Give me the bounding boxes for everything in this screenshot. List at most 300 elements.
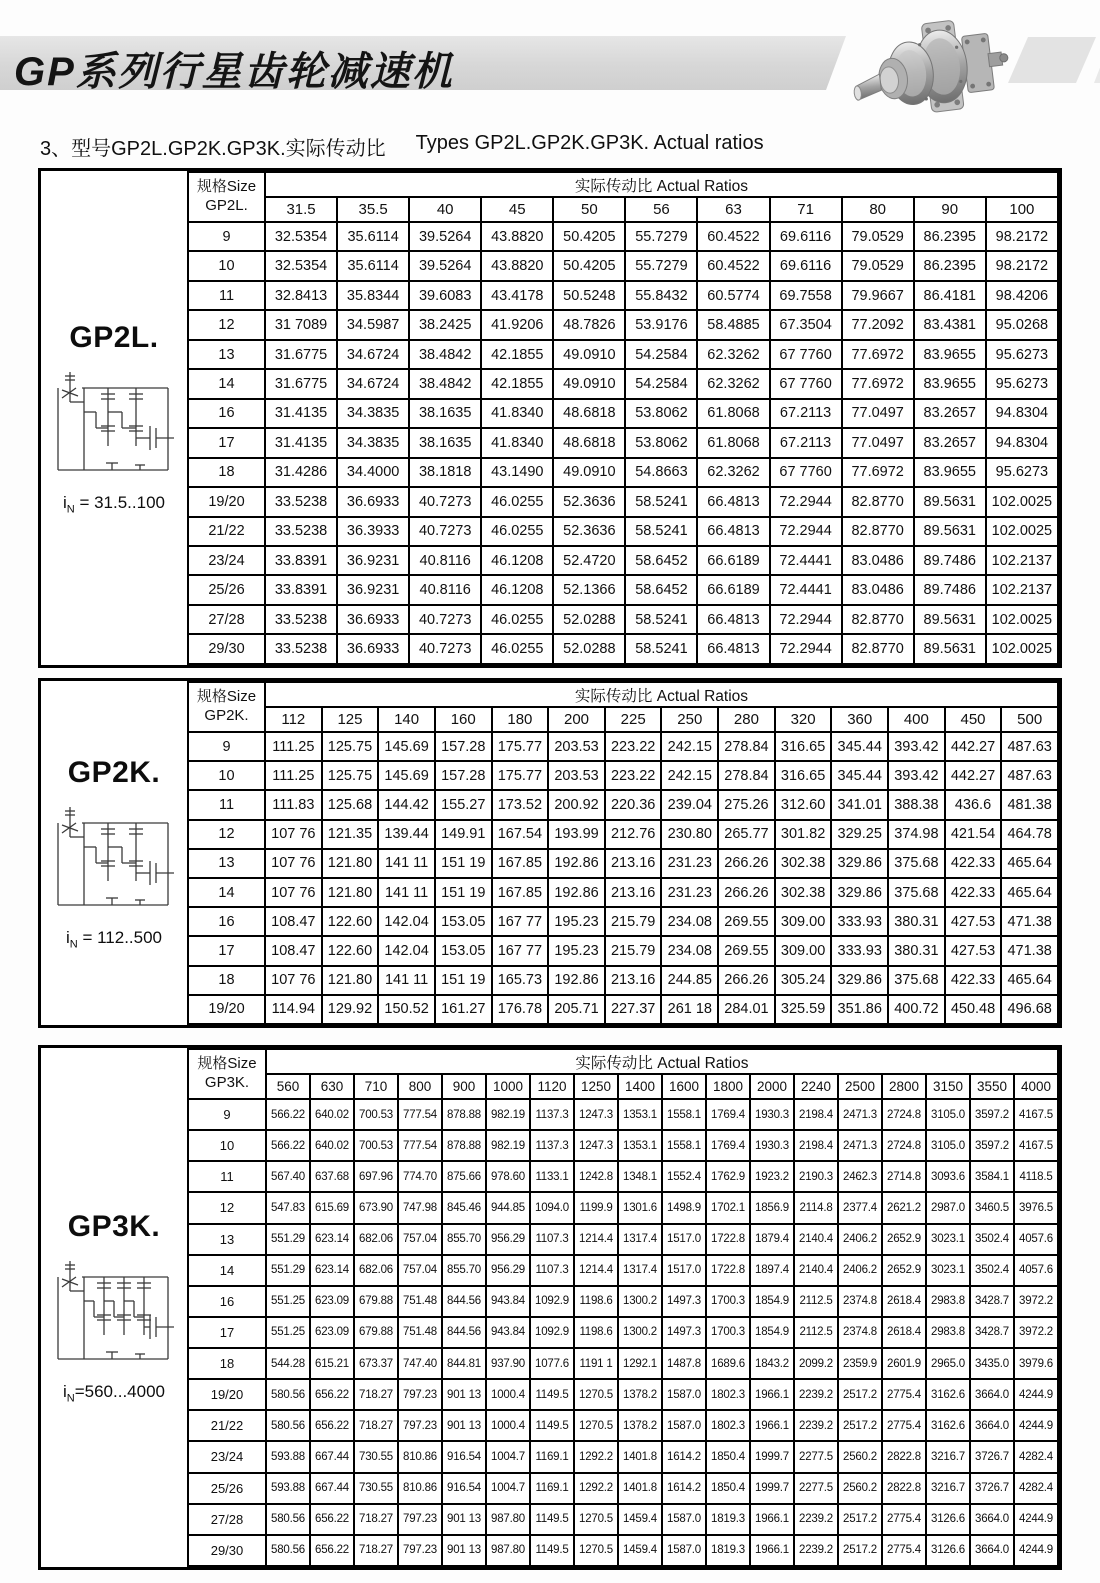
ratio-cell: 77.6972 <box>842 340 914 369</box>
ratio-cell: 751.48 <box>398 1317 442 1348</box>
ratio-cell: 2277.5 <box>794 1441 838 1472</box>
ratio-cell: 121.80 <box>322 849 379 878</box>
table-row <box>188 1504 1058 1535</box>
table-row <box>188 1379 1058 1410</box>
ratio-cell: 58.6452 <box>625 546 697 575</box>
ratio-cell: 1401.8 <box>618 1473 662 1504</box>
size-cell: 9 <box>188 732 265 761</box>
ratio-cell: 1000.4 <box>486 1379 530 1410</box>
ratio-cell: 673.37 <box>354 1348 398 1379</box>
size-cell: 13 <box>188 340 265 369</box>
ratio-column-header: 180 <box>492 707 549 732</box>
ratio-cell: 937.90 <box>486 1348 530 1379</box>
ratio-cell: 2114.8 <box>794 1192 838 1223</box>
ratio-cell: 39.6083 <box>409 281 481 310</box>
ratio-cell: 36.9231 <box>337 575 409 604</box>
ratio-cell: 36.6933 <box>337 487 409 516</box>
ratio-cell: 39.5264 <box>409 251 481 280</box>
ratio-cell: 797.23 <box>398 1410 442 1441</box>
ratio-cell: 193.99 <box>548 820 605 849</box>
ratio-cell: 155.27 <box>435 790 492 819</box>
size-cell: 23/24 <box>188 546 265 575</box>
ratio-cell: 1198.6 <box>574 1317 618 1348</box>
ratio-cell: 139.44 <box>378 820 435 849</box>
ratio-column-header: 3550 <box>970 1074 1014 1099</box>
ratio-cell: 242.15 <box>661 761 718 790</box>
ratio-cell: 67.2113 <box>770 399 842 428</box>
ratio-cell: 810.86 <box>398 1441 442 1472</box>
ratio-cell: 3105.0 <box>926 1099 970 1130</box>
ratio-cell: 916.54 <box>442 1441 486 1472</box>
ratio-cell: 150.52 <box>378 995 435 1024</box>
ratio-cell: 1401.8 <box>618 1441 662 1472</box>
table-row <box>188 575 1058 604</box>
model-label-gp2l: GP2L. <box>69 320 159 354</box>
ratio-cell: 341.01 <box>831 790 888 819</box>
ratio-cell: 34.6724 <box>337 340 409 369</box>
ratio-cell: 2775.4 <box>882 1379 926 1410</box>
ratio-cell: 3972.2 <box>1014 1317 1058 1348</box>
ratio-cell: 3216.7 <box>926 1473 970 1504</box>
ratio-cell: 83.9655 <box>914 340 986 369</box>
ratio-cell: 393.42 <box>888 761 945 790</box>
ratio-cell: 49.0910 <box>553 369 625 398</box>
ratio-column-header: 4000 <box>1014 1074 1058 1099</box>
ratio-cell: 580.56 <box>266 1379 310 1410</box>
ratio-cell: 1966.1 <box>750 1535 794 1566</box>
ratio-cell: 3162.6 <box>926 1379 970 1410</box>
ratio-cell: 89.7486 <box>914 546 986 575</box>
ratio-cell: 2983.8 <box>926 1317 970 1348</box>
ratio-cell: 94.8304 <box>986 428 1058 457</box>
ratio-cell: 195.23 <box>548 907 605 936</box>
ratio-cell: 4167.5 <box>1014 1130 1058 1161</box>
ratio-cell: 82.8770 <box>842 487 914 516</box>
ratio-cell: 31.4135 <box>265 399 337 428</box>
ratio-cell: 89.5631 <box>914 517 986 546</box>
ratio-cell: 67 7760 <box>770 340 842 369</box>
ratio-cell: 95.6273 <box>986 340 1058 369</box>
gp2l-table-block <box>38 168 1062 668</box>
ratio-cell: 141 11 <box>378 878 435 907</box>
ratio-cell: 2374.8 <box>838 1317 882 1348</box>
ratio-cell: 53.8062 <box>625 428 697 457</box>
ratio-cell: 679.88 <box>354 1317 398 1348</box>
ratio-cell: 4244.9 <box>1014 1379 1058 1410</box>
ratio-column-header: 360 <box>831 707 888 732</box>
ratio-cell: 142.04 <box>378 907 435 936</box>
ratio-cell: 471.38 <box>1001 907 1058 936</box>
ratio-cell: 2714.8 <box>882 1161 926 1192</box>
size-cell: 21/22 <box>188 1410 266 1441</box>
size-cell: 19/20 <box>188 1379 266 1410</box>
ratio-cell: 875.66 <box>442 1161 486 1192</box>
ratio-column-header: 1120 <box>530 1074 574 1099</box>
ratio-cell: 667.44 <box>310 1473 354 1504</box>
ratio-cell: 102.0025 <box>986 634 1058 664</box>
ratio-cell: 982.19 <box>486 1099 530 1130</box>
ratio-cell: 36.6933 <box>337 634 409 664</box>
ratio-cell: 3428.7 <box>970 1286 1014 1317</box>
ratio-cell: 49.0910 <box>553 458 625 487</box>
ratio-cell: 83.9655 <box>914 458 986 487</box>
table-row <box>188 310 1058 339</box>
ratio-cell: 2140.4 <box>794 1255 838 1286</box>
ratio-cell: 223.22 <box>605 761 662 790</box>
ratio-cell: 35.8344 <box>337 281 409 310</box>
ratio-cell: 33.8391 <box>265 546 337 575</box>
ratio-cell: 1092.9 <box>530 1286 574 1317</box>
ratio-cell: 212.76 <box>605 820 662 849</box>
ratio-cell: 102.0025 <box>986 487 1058 516</box>
ratio-cell: 551.25 <box>266 1286 310 1317</box>
ratio-cell: 41.9206 <box>481 310 553 339</box>
ratio-cell: 422.33 <box>945 878 1002 907</box>
ratio-cell: 151 19 <box>435 966 492 995</box>
ratio-cell: 380.31 <box>888 907 945 936</box>
ratio-cell: 89.5631 <box>914 634 986 664</box>
ratio-cell: 1378.2 <box>618 1379 662 1410</box>
ratio-cell: 108.47 <box>265 907 322 936</box>
size-cell: 16 <box>188 907 265 936</box>
ratio-cell: 1198.6 <box>574 1286 618 1317</box>
ratio-cell: 275.26 <box>718 790 775 819</box>
ratio-cell: 1270.5 <box>574 1504 618 1535</box>
ratio-cell: 901 13 <box>442 1379 486 1410</box>
ratio-cell: 3023.1 <box>926 1224 970 1255</box>
ratio-cell: 3216.7 <box>926 1441 970 1472</box>
ratio-cell: 329.86 <box>831 966 888 995</box>
ratio-cell: 67 7760 <box>770 369 842 398</box>
ratio-cell: 1094.0 <box>530 1192 574 1223</box>
size-header: 规格Size GP2L. <box>188 172 265 222</box>
ratio-cell: 38.4842 <box>409 369 481 398</box>
ratio-column-header: 50 <box>553 197 625 222</box>
size-cell: 17 <box>188 936 265 965</box>
ratio-cell: 329.86 <box>831 849 888 878</box>
ratio-cell: 77.2092 <box>842 310 914 339</box>
ratio-cell: 38.1818 <box>409 458 481 487</box>
ratio-cell: 487.63 <box>1001 761 1058 790</box>
ratio-cell: 1843.2 <box>750 1348 794 1379</box>
ratio-cell: 1000.4 <box>486 1410 530 1441</box>
ratio-cell: 40.7273 <box>409 517 481 546</box>
ratio-cell: 61.8068 <box>697 399 769 428</box>
ratio-cell: 66.6189 <box>697 575 769 604</box>
ratio-cell: 1552.4 <box>662 1161 706 1192</box>
ratio-cell: 2239.2 <box>794 1535 838 1566</box>
ratio-cell: 682.06 <box>354 1224 398 1255</box>
ratio-cell: 1191 1 <box>574 1348 618 1379</box>
ratio-cell: 1301.6 <box>618 1192 662 1223</box>
ratio-cell: 1689.6 <box>706 1348 750 1379</box>
ratio-cell: 215.79 <box>605 936 662 965</box>
ratio-cell: 1856.9 <box>750 1192 794 1223</box>
size-cell: 12 <box>188 310 265 339</box>
size-cell: 11 <box>188 281 265 310</box>
ratio-range-label-gp2l: $i_N = 31.5..100$ <box>62 492 165 516</box>
ratio-cell: 551.29 <box>266 1255 310 1286</box>
ratio-cell: 1459.4 <box>618 1504 662 1535</box>
ratio-cell: 40.7273 <box>409 605 481 634</box>
ratio-cell: 1897.4 <box>750 1255 794 1286</box>
ratio-cell: 1802.3 <box>706 1379 750 1410</box>
ratio-cell: 305.24 <box>775 966 832 995</box>
ratio-cell: 142.04 <box>378 936 435 965</box>
ratio-cell: 375.68 <box>888 849 945 878</box>
ratio-cell: 4282.4 <box>1014 1473 1058 1504</box>
section-title <box>40 132 764 161</box>
ratio-cell: 1487.8 <box>662 1348 706 1379</box>
size-cell: 23/24 <box>188 1441 266 1472</box>
ratio-cell: 46.0255 <box>481 634 553 664</box>
ratio-cell: 107 76 <box>265 966 322 995</box>
ratio-cell: 111.25 <box>265 732 322 761</box>
ratio-cell: 1587.0 <box>662 1535 706 1566</box>
size-cell: 14 <box>188 369 265 398</box>
ratio-cell: 1614.2 <box>662 1441 706 1472</box>
ratio-column-header: 1800 <box>706 1074 750 1099</box>
ratio-cell: 2965.0 <box>926 1348 970 1379</box>
ratio-cell: 1300.2 <box>618 1286 662 1317</box>
ratio-cell: 1930.3 <box>750 1099 794 1130</box>
ratio-cell: 176.78 <box>492 995 549 1024</box>
ratio-cell: 53.9176 <box>625 310 697 339</box>
ratio-cell: 66.6189 <box>697 546 769 575</box>
ratio-cell: 3502.4 <box>970 1255 1014 1286</box>
ratio-cell: 77.0497 <box>842 428 914 457</box>
ratio-cell: 2775.4 <box>882 1410 926 1441</box>
ratio-cell: 2987.0 <box>926 1192 970 1223</box>
table-row <box>188 1224 1058 1255</box>
ratio-cell: 1270.5 <box>574 1379 618 1410</box>
table-row <box>188 995 1058 1024</box>
ratio-cell: 72.2944 <box>770 634 842 664</box>
ratio-column-header: 90 <box>914 197 986 222</box>
ratio-cell: 1517.0 <box>662 1255 706 1286</box>
ratio-cell: 393.42 <box>888 732 945 761</box>
ratio-cell: 77.6972 <box>842 369 914 398</box>
ratio-cell: 167.85 <box>492 878 549 907</box>
table-row <box>188 790 1058 819</box>
ratio-cell: 83.0486 <box>842 575 914 604</box>
ratio-cell: 388.38 <box>888 790 945 819</box>
ratio-cell: 122.60 <box>322 907 379 936</box>
ratio-cell: 33.8391 <box>265 575 337 604</box>
ratio-cell: 215.79 <box>605 907 662 936</box>
ratio-cell: 66.4813 <box>697 634 769 664</box>
ratio-cell: 43.1490 <box>481 458 553 487</box>
ratio-cell: 66.4813 <box>697 487 769 516</box>
ratio-cell: 2983.8 <box>926 1286 970 1317</box>
ratio-cell: 167 77 <box>492 936 549 965</box>
ratio-cell: 1004.7 <box>486 1441 530 1472</box>
ratio-cell: 43.8820 <box>481 251 553 280</box>
ratio-cell: 3093.6 <box>926 1161 970 1192</box>
table-row <box>188 634 1058 664</box>
ratio-cell: 151 19 <box>435 878 492 907</box>
table-row <box>188 458 1058 487</box>
ratio-cell: 1999.7 <box>750 1473 794 1504</box>
ratio-cell: 31.4286 <box>265 458 337 487</box>
ratio-cell: 269.55 <box>718 907 775 936</box>
ratio-cell: 54.2584 <box>625 340 697 369</box>
ratio-cell: 125.68 <box>322 790 379 819</box>
ratio-cell: 1292.2 <box>574 1473 618 1504</box>
ratio-cell: 3979.6 <box>1014 1348 1058 1379</box>
size-cell: 18 <box>188 458 265 487</box>
size-header: 规格Size GP2K. <box>188 682 265 732</box>
ratio-cell: 54.2584 <box>625 369 697 398</box>
ratio-cell: 42.1855 <box>481 340 553 369</box>
ratio-cell: 2099.2 <box>794 1348 838 1379</box>
size-cell: 17 <box>188 1317 266 1348</box>
ratio-cell: 38.1635 <box>409 428 481 457</box>
ratio-cell: 40.8116 <box>409 546 481 575</box>
ratio-cell: 333.93 <box>831 907 888 936</box>
ratio-cell: 2377.4 <box>838 1192 882 1223</box>
ratio-cell: 777.54 <box>398 1099 442 1130</box>
ratio-cell: 2517.2 <box>838 1410 882 1441</box>
ratio-cell: 67 7760 <box>770 458 842 487</box>
table-row <box>188 369 1058 398</box>
table-row <box>188 281 1058 310</box>
ratio-cell: 2239.2 <box>794 1379 838 1410</box>
ratio-cell: 95.0268 <box>986 310 1058 339</box>
ratio-cell: 266.26 <box>718 849 775 878</box>
ratio-cell: 46.0255 <box>481 517 553 546</box>
ratio-cell: 220.36 <box>605 790 662 819</box>
ratio-cell: 1558.1 <box>662 1099 706 1130</box>
ratio-cell: 2517.2 <box>838 1504 882 1535</box>
ratio-cell: 2239.2 <box>794 1410 838 1441</box>
ratio-cell: 810.86 <box>398 1473 442 1504</box>
ratio-cell: 751.48 <box>398 1286 442 1317</box>
ratio-cell: 58.5241 <box>625 605 697 634</box>
ratio-cell: 2277.5 <box>794 1473 838 1504</box>
actual-ratios-table <box>187 1048 1059 1567</box>
ratio-cell: 107 76 <box>265 849 322 878</box>
ratio-cell: 1517.0 <box>662 1224 706 1255</box>
ratio-cell: 615.69 <box>310 1192 354 1223</box>
ratio-cell: 284.01 <box>718 995 775 1024</box>
ratio-cell: 1107.3 <box>530 1224 574 1255</box>
ratio-cell: 2471.3 <box>838 1130 882 1161</box>
ratio-cell: 375.68 <box>888 966 945 995</box>
table-row <box>188 732 1058 761</box>
table-row <box>188 546 1058 575</box>
size-cell: 9 <box>188 222 265 251</box>
table-row <box>188 1410 1058 1441</box>
ratio-cell: 36.9231 <box>337 546 409 575</box>
ratio-cell: 151 19 <box>435 849 492 878</box>
size-cell: 10 <box>188 1130 266 1161</box>
ratio-cell: 79.9667 <box>842 281 914 310</box>
ratio-cell: 1169.1 <box>530 1441 574 1472</box>
gp3k-left-panel <box>41 1048 187 1567</box>
ratio-cell: 58.5241 <box>625 487 697 516</box>
ratio-cell: 98.4206 <box>986 281 1058 310</box>
ratio-cell: 442.27 <box>945 761 1002 790</box>
ratio-cell: 2517.2 <box>838 1379 882 1410</box>
ratio-cell: 86.2395 <box>914 251 986 280</box>
kinematic-diagram-gp2k <box>51 803 177 915</box>
ratio-cell: 167 77 <box>492 907 549 936</box>
ratio-cell: 82.8770 <box>842 517 914 546</box>
ratio-cell: 2359.9 <box>838 1348 882 1379</box>
ratio-cell: 38.2425 <box>409 310 481 339</box>
ratio-cell: 4057.6 <box>1014 1255 1058 1286</box>
ratio-cell: 66.4813 <box>697 517 769 546</box>
ratio-cell: 62.3262 <box>697 458 769 487</box>
ratio-cell: 35.6114 <box>337 251 409 280</box>
ratio-cell: 3664.0 <box>970 1379 1014 1410</box>
ratio-cell: 1378.2 <box>618 1410 662 1441</box>
ratio-cell: 1966.1 <box>750 1504 794 1535</box>
decorative-parallelogram-edge <box>1094 37 1100 83</box>
ratio-cell: 718.27 <box>354 1504 398 1535</box>
table-row <box>188 399 1058 428</box>
ratio-cell: 1348.1 <box>618 1161 662 1192</box>
size-cell: 13 <box>188 1224 266 1255</box>
ratio-cell: 2618.4 <box>882 1317 926 1348</box>
ratio-cell: 161.27 <box>435 995 492 1024</box>
ratio-column-header: 200 <box>548 707 605 732</box>
ratio-cell: 33.5238 <box>265 605 337 634</box>
kinematic-diagram-gp3k <box>51 1257 177 1369</box>
ratio-cell: 231.23 <box>661 878 718 907</box>
ratio-cell: 46.0255 <box>481 487 553 516</box>
ratio-column-header: 56 <box>625 197 697 222</box>
ratio-cell: 3972.2 <box>1014 1286 1058 1317</box>
ratio-cell: 149.91 <box>435 820 492 849</box>
ratio-cell: 32.5354 <box>265 251 337 280</box>
ratio-cell: 1802.3 <box>706 1410 750 1441</box>
ratio-cell: 141 11 <box>378 849 435 878</box>
ratio-cell: 173.52 <box>492 790 549 819</box>
size-cell: 12 <box>188 820 265 849</box>
ratio-cell: 3105.0 <box>926 1130 970 1161</box>
ratio-cell: 192.86 <box>548 849 605 878</box>
ratio-cell: 2462.3 <box>838 1161 882 1192</box>
ratio-cell: 62.3262 <box>697 369 769 398</box>
ratio-cell: 52.3636 <box>553 517 625 546</box>
ratio-cell: 38.4842 <box>409 340 481 369</box>
ratio-cell: 2618.4 <box>882 1286 926 1317</box>
ratio-cell: 566.22 <box>266 1099 310 1130</box>
table-row <box>188 761 1058 790</box>
size-cell: 18 <box>188 966 265 995</box>
ratio-cell: 2775.4 <box>882 1535 926 1566</box>
ratio-cell: 450.48 <box>945 995 1002 1024</box>
ratio-cell: 730.55 <box>354 1441 398 1472</box>
ratio-cell: 55.8432 <box>625 281 697 310</box>
ratio-cell: 52.3636 <box>553 487 625 516</box>
ratio-cell: 1077.6 <box>530 1348 574 1379</box>
gp2l-left-panel <box>41 171 187 665</box>
table-row <box>188 517 1058 546</box>
size-cell: 19/20 <box>188 995 265 1024</box>
actual-ratios-header: 实际传动比 Actual Ratios <box>265 172 1058 197</box>
ratio-cell: 34.5987 <box>337 310 409 339</box>
ratio-cell: 1999.7 <box>750 1441 794 1472</box>
ratio-cell: 121.35 <box>322 820 379 849</box>
ratio-cell: 844.56 <box>442 1317 486 1348</box>
ratio-cell: 1292.1 <box>618 1348 662 1379</box>
ratio-cell: 400.72 <box>888 995 945 1024</box>
ratio-cell: 1966.1 <box>750 1410 794 1441</box>
ratio-column-header: 2500 <box>838 1074 882 1099</box>
